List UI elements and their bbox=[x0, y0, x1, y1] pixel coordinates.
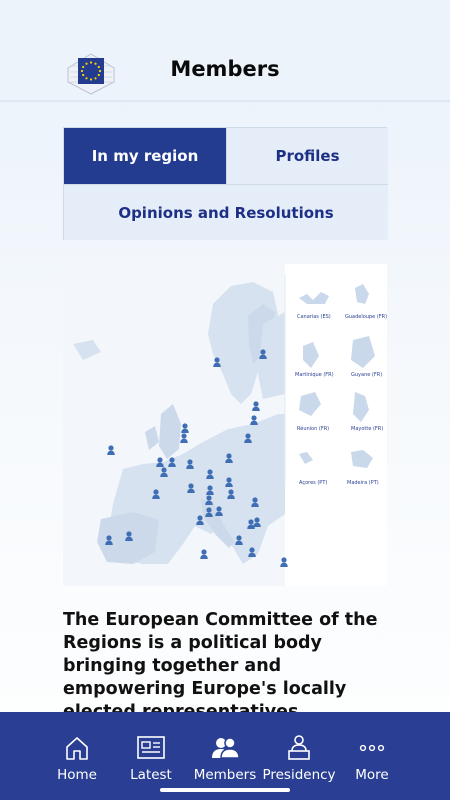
home-icon bbox=[63, 734, 91, 762]
nav-latest-label: Latest bbox=[130, 767, 172, 783]
nav-home[interactable] bbox=[36, 712, 118, 800]
region-label-guadeloupe: Guadeloupe (FR) bbox=[345, 314, 387, 320]
nav-latest[interactable] bbox=[110, 712, 192, 800]
nav-home-label: Home bbox=[57, 767, 97, 783]
members-icon bbox=[210, 734, 240, 762]
nav-presidency[interactable] bbox=[258, 712, 340, 800]
europe-members-map[interactable] bbox=[63, 264, 387, 586]
members-map[interactable] bbox=[63, 264, 387, 586]
app-header bbox=[0, 0, 450, 102]
nav-more-label: More bbox=[355, 767, 389, 783]
region-label-guyane: Guyane (FR) bbox=[351, 372, 383, 378]
nav-presidency-label: Presidency bbox=[262, 767, 336, 783]
bottom-nav bbox=[0, 712, 450, 800]
region-label-martinique: Martinique (FR) bbox=[295, 372, 334, 378]
news-icon bbox=[136, 734, 166, 762]
nav-more[interactable] bbox=[331, 712, 413, 800]
tab-bar bbox=[63, 127, 387, 240]
nav-members-label: Members bbox=[193, 767, 257, 783]
tab-profiles[interactable]: Profiles bbox=[226, 128, 388, 184]
tab-opinions-resolutions[interactable]: Opinions and Resolutions bbox=[64, 184, 388, 240]
region-label-mayotte: Mayotte (FR) bbox=[351, 426, 384, 432]
page-title: Members bbox=[170, 57, 280, 81]
tab-in-my-region[interactable]: In my region bbox=[64, 128, 226, 184]
nav-members[interactable] bbox=[184, 712, 266, 800]
region-label-madeira: Madeira (PT) bbox=[347, 480, 379, 486]
more-icon bbox=[358, 734, 386, 762]
presidency-icon bbox=[285, 734, 313, 762]
region-label-acores: Açores (PT) bbox=[299, 480, 328, 486]
region-label-canarias: Canarias (ES) bbox=[297, 314, 331, 320]
intro-text: The European Committee of the Regions is a political body bringing together and empowering Europe's locally bbox=[63, 610, 378, 699]
home-indicator bbox=[160, 788, 290, 792]
region-label-reunion: Réunion (FR) bbox=[297, 426, 330, 432]
